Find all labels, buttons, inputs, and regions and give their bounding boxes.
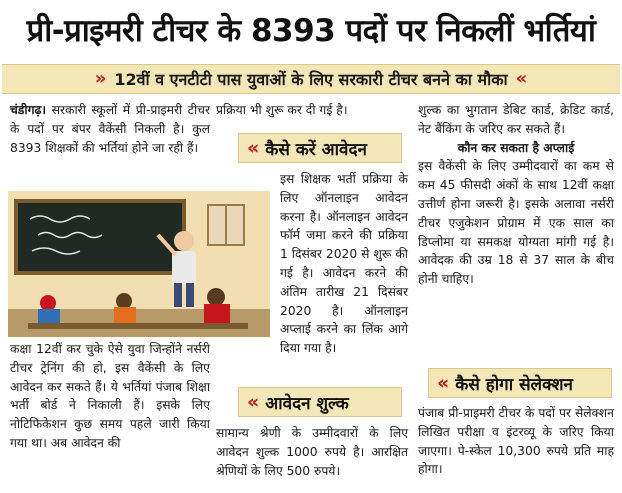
eligibility-subhead: कौन कर सकता है अप्लाई [457,140,575,155]
apply-body-text: इस शिक्षक भर्ती प्रक्रिया के लिए ऑनलाइन आवेदन करना है। ऑनलाइन आवेदन फॉर्म जमा करने की प्रक्रिया 1 दिसंबर 2020 से शुरू की गई है। आवेदन करने की अंतिम तारीख 21 दिसंबर 2020 है। ऑनलाइन अप्लाई करने का लिंक आगे दिया गया है। [280,172,408,356]
col3-top-text: शुल्क का भुगतान डेबिट कार्ड, क्रेडिट कार्ड, नेट बैंकिंग के जरिए कर सकते हैं। [418,103,614,136]
section-selection-label: कैसे होगा सेलेक्शन [455,374,573,395]
column-2-top [216,101,408,120]
dateline: चंडीगढ़। [10,103,47,117]
section-fee-title [238,387,402,417]
section-fee-body [216,424,408,480]
intro-paragraph [10,101,210,157]
subheadline-bar [2,64,620,94]
col2-top-text: प्रक्रिया भी शुरू कर दी गई है। [216,103,348,117]
section-apply-title [238,133,402,163]
section-apply-body [280,170,408,358]
column-1-top [10,101,210,157]
headline: प्री-प्राइमरी टीचर के 8393 पदों पर निकलीं भर्तियां [26,13,596,49]
subheadline: 12वीं व एनटीटी पास युवाओं के लिए सरकारी टीचर बनने का मौका [114,70,508,89]
section-selection-title [428,368,612,398]
chevron-left-icon: « [247,136,260,159]
body-paragraph: कक्षा 12वीं कर चुके ऐसे युवा जिन्होंने नर्सरी टीचर ट्रेनिंग की हो, इस वैकेंसी के लिए आवेदन कर सकते हैं। ये भर्तियां पंजाब शिक्षा भर्ती बोर्ड ने निकाली हैं। इसके लिए नोटिफिकेशन कुछ समय पहले जारी किया गया था। अब आवेदन की [10,342,210,450]
section-selection-body [418,404,614,479]
section-apply-label: कैसे करें आवेदन [265,139,367,160]
chevron-left-icon: « [437,371,450,394]
column-3-top [418,101,614,289]
intro-text: सरकारी स्कूलों में प्री-प्राइमरी टीचर के पदों पर बंपर वैकेंसी निकली है। कुल 8393 शिक्षकों की भर्तियां होने जा रही हैं। [10,103,210,155]
section-fee-label: आवेदन शुल्क [265,393,349,414]
column-1-bottom [10,340,210,453]
chevron-left-icon: « [247,390,260,413]
teacher-illustration [8,191,270,337]
chevron-right-icon: » [94,68,107,89]
fee-body-text: सामान्य श्रेणी के उम्मीदवारों के लिए आवेदन शुल्क 1000 रुपये है। आरक्षित श्रेणियों के लिए 500 रुपये। [216,426,408,478]
chevron-left-icon: « [515,68,528,89]
selection-body-text: पंजाब प्री-प्राइमरी टीचर के पदों पर सेलेक्शन लिखित परीक्षा व इंटरव्यू के जरिए किया जाएगा। पे-स्केल 10,300 रुपये प्रति माह होगा। [418,406,614,477]
eligibility-body: इस वैकेंसी के लिए उम्मीदवारों का कम से कम 45 फीसदी अंकों के साथ 12वीं कक्षा उत्तीर्ण होना जरूरी है। इसके अलावा नर्सरी टीचर एजुकेशन प्रोग्राम में एक साल का डिप्लोमा या समकक्ष योग्यता मांगी गई है। आवेदक की उम्र 18 से 37 साल के बीच होनी चाहिए। [418,159,614,287]
